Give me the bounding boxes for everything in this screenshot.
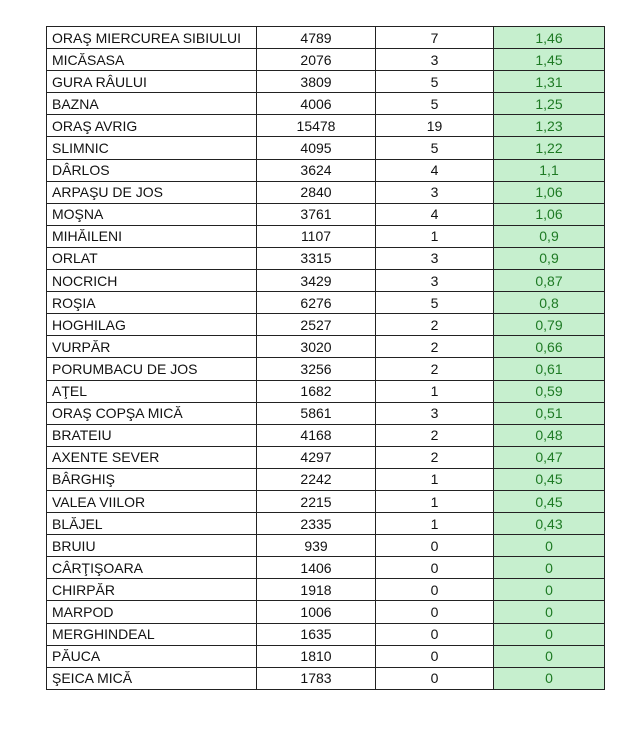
rate-cell: 0,87 [494,270,605,292]
table-row [47,601,605,623]
population-cell: 4006 [257,93,376,115]
locality-cell: BRATEIU [47,424,257,446]
cases-cell: 2 [376,446,494,468]
locality-cell: MICĂSASA [47,49,257,71]
table-body [47,27,605,690]
cases-cell: 2 [376,424,494,446]
table-row [47,115,605,137]
rate-cell: 0,66 [494,336,605,358]
locality-cell: PĂUCA [47,645,257,667]
locality-cell: ROŞIA [47,292,257,314]
rate-cell: 0,79 [494,314,605,336]
table-row [47,181,605,203]
rate-cell: 1,06 [494,181,605,203]
rate-cell: 0,45 [494,468,605,490]
table-row [47,490,605,512]
locality-cell: ŞEICA MICĂ [47,667,257,689]
cases-cell: 4 [376,203,494,225]
population-cell: 2242 [257,468,376,490]
locality-cell: ARPAŞU DE JOS [47,181,257,203]
locality-cell: MARPOD [47,601,257,623]
locality-cell: BAZNA [47,93,257,115]
cases-cell: 3 [376,49,494,71]
population-cell: 2527 [257,314,376,336]
population-cell: 3315 [257,247,376,269]
table-row [47,203,605,225]
rate-cell: 0,43 [494,513,605,535]
locality-cell: ORLAT [47,247,257,269]
population-cell: 3809 [257,71,376,93]
rate-cell: 1,06 [494,203,605,225]
locality-cell: MIHĂILENI [47,225,257,247]
table-row [47,159,605,181]
rate-cell: 0 [494,601,605,623]
table-container [46,26,605,690]
population-cell: 3020 [257,336,376,358]
table-row [47,667,605,689]
cases-cell: 4 [376,159,494,181]
population-cell: 1006 [257,601,376,623]
locality-cell: NOCRICH [47,270,257,292]
cases-cell: 2 [376,314,494,336]
table-row [47,93,605,115]
locality-cell: CÂRŢIŞOARA [47,557,257,579]
rate-cell: 0,59 [494,380,605,402]
rate-cell: 1,22 [494,137,605,159]
rate-cell: 0 [494,557,605,579]
population-cell: 1783 [257,667,376,689]
cases-cell: 5 [376,93,494,115]
table-row [47,137,605,159]
cases-cell: 1 [376,513,494,535]
rate-cell: 0,8 [494,292,605,314]
locality-cell: AXENTE SEVER [47,446,257,468]
population-cell: 6276 [257,292,376,314]
population-cell: 1682 [257,380,376,402]
locality-cell: BÂRGHIŞ [47,468,257,490]
rate-cell: 0,9 [494,247,605,269]
cases-cell: 1 [376,380,494,402]
cases-cell: 3 [376,270,494,292]
cases-cell: 1 [376,490,494,512]
population-cell: 1107 [257,225,376,247]
rate-cell: 0 [494,667,605,689]
locality-cell: BLĂJEL [47,513,257,535]
table-row [47,27,605,49]
cases-cell: 0 [376,667,494,689]
population-cell: 2335 [257,513,376,535]
population-cell: 2840 [257,181,376,203]
rate-cell: 0,51 [494,402,605,424]
cases-cell: 1 [376,225,494,247]
locality-cell: ORAŞ COPŞA MICĂ [47,402,257,424]
population-cell: 3761 [257,203,376,225]
cases-cell: 5 [376,137,494,159]
population-cell: 3256 [257,358,376,380]
rate-cell: 0,45 [494,490,605,512]
locality-cell: HOGHILAG [47,314,257,336]
table-row [47,49,605,71]
table-row [47,424,605,446]
table-row [47,270,605,292]
population-cell: 4297 [257,446,376,468]
table-row [47,623,605,645]
cases-cell: 0 [376,535,494,557]
population-cell: 15478 [257,115,376,137]
table-row [47,336,605,358]
rate-cell: 0 [494,579,605,601]
locality-cell: CHIRPĂR [47,579,257,601]
rate-cell: 1,45 [494,49,605,71]
rate-cell: 1,46 [494,27,605,49]
population-cell: 939 [257,535,376,557]
cases-cell: 3 [376,181,494,203]
table-row [47,557,605,579]
table-row [47,579,605,601]
population-cell: 5861 [257,402,376,424]
cases-cell: 1 [376,468,494,490]
cases-cell: 5 [376,292,494,314]
cases-cell: 19 [376,115,494,137]
cases-cell: 0 [376,623,494,645]
locality-cell: ORAŞ AVRIG [47,115,257,137]
table-row [47,225,605,247]
table-row [47,446,605,468]
rate-cell: 0 [494,645,605,667]
population-cell: 4789 [257,27,376,49]
population-cell: 2215 [257,490,376,512]
cases-cell: 7 [376,27,494,49]
locality-cell: SLIMNIC [47,137,257,159]
locality-cell: MERGHINDEAL [47,623,257,645]
locality-cell: GURA RÂULUI [47,71,257,93]
rate-cell: 0,48 [494,424,605,446]
population-cell: 4168 [257,424,376,446]
cases-cell: 3 [376,247,494,269]
localities-table [46,26,605,690]
table-row [47,71,605,93]
table-row [47,358,605,380]
locality-cell: ORAŞ MIERCUREA SIBIULUI [47,27,257,49]
rate-cell: 1,31 [494,71,605,93]
locality-cell: DÂRLOS [47,159,257,181]
rate-cell: 0,9 [494,225,605,247]
locality-cell: PORUMBACU DE JOS [47,358,257,380]
population-cell: 1406 [257,557,376,579]
population-cell: 1918 [257,579,376,601]
locality-cell: VALEA VIILOR [47,490,257,512]
rate-cell: 1,23 [494,115,605,137]
population-cell: 1635 [257,623,376,645]
cases-cell: 0 [376,579,494,601]
table-row [47,314,605,336]
locality-cell: AŢEL [47,380,257,402]
locality-cell: MOŞNA [47,203,257,225]
cases-cell: 5 [376,71,494,93]
cases-cell: 2 [376,336,494,358]
cases-cell: 2 [376,358,494,380]
rate-cell: 0,47 [494,446,605,468]
cases-cell: 0 [376,601,494,623]
table-row [47,468,605,490]
population-cell: 1810 [257,645,376,667]
population-cell: 3429 [257,270,376,292]
rate-cell: 0 [494,535,605,557]
cases-cell: 0 [376,557,494,579]
rate-cell: 0 [494,623,605,645]
table-row [47,292,605,314]
locality-cell: VURPĂR [47,336,257,358]
rate-cell: 1,25 [494,93,605,115]
population-cell: 2076 [257,49,376,71]
population-cell: 3624 [257,159,376,181]
cases-cell: 0 [376,645,494,667]
table-row [47,380,605,402]
table-row [47,645,605,667]
population-cell: 4095 [257,137,376,159]
rate-cell: 1,1 [494,159,605,181]
cases-cell: 3 [376,402,494,424]
locality-cell: BRUIU [47,535,257,557]
table-row [47,402,605,424]
table-row [47,247,605,269]
rate-cell: 0,61 [494,358,605,380]
table-row [47,513,605,535]
table-row [47,535,605,557]
